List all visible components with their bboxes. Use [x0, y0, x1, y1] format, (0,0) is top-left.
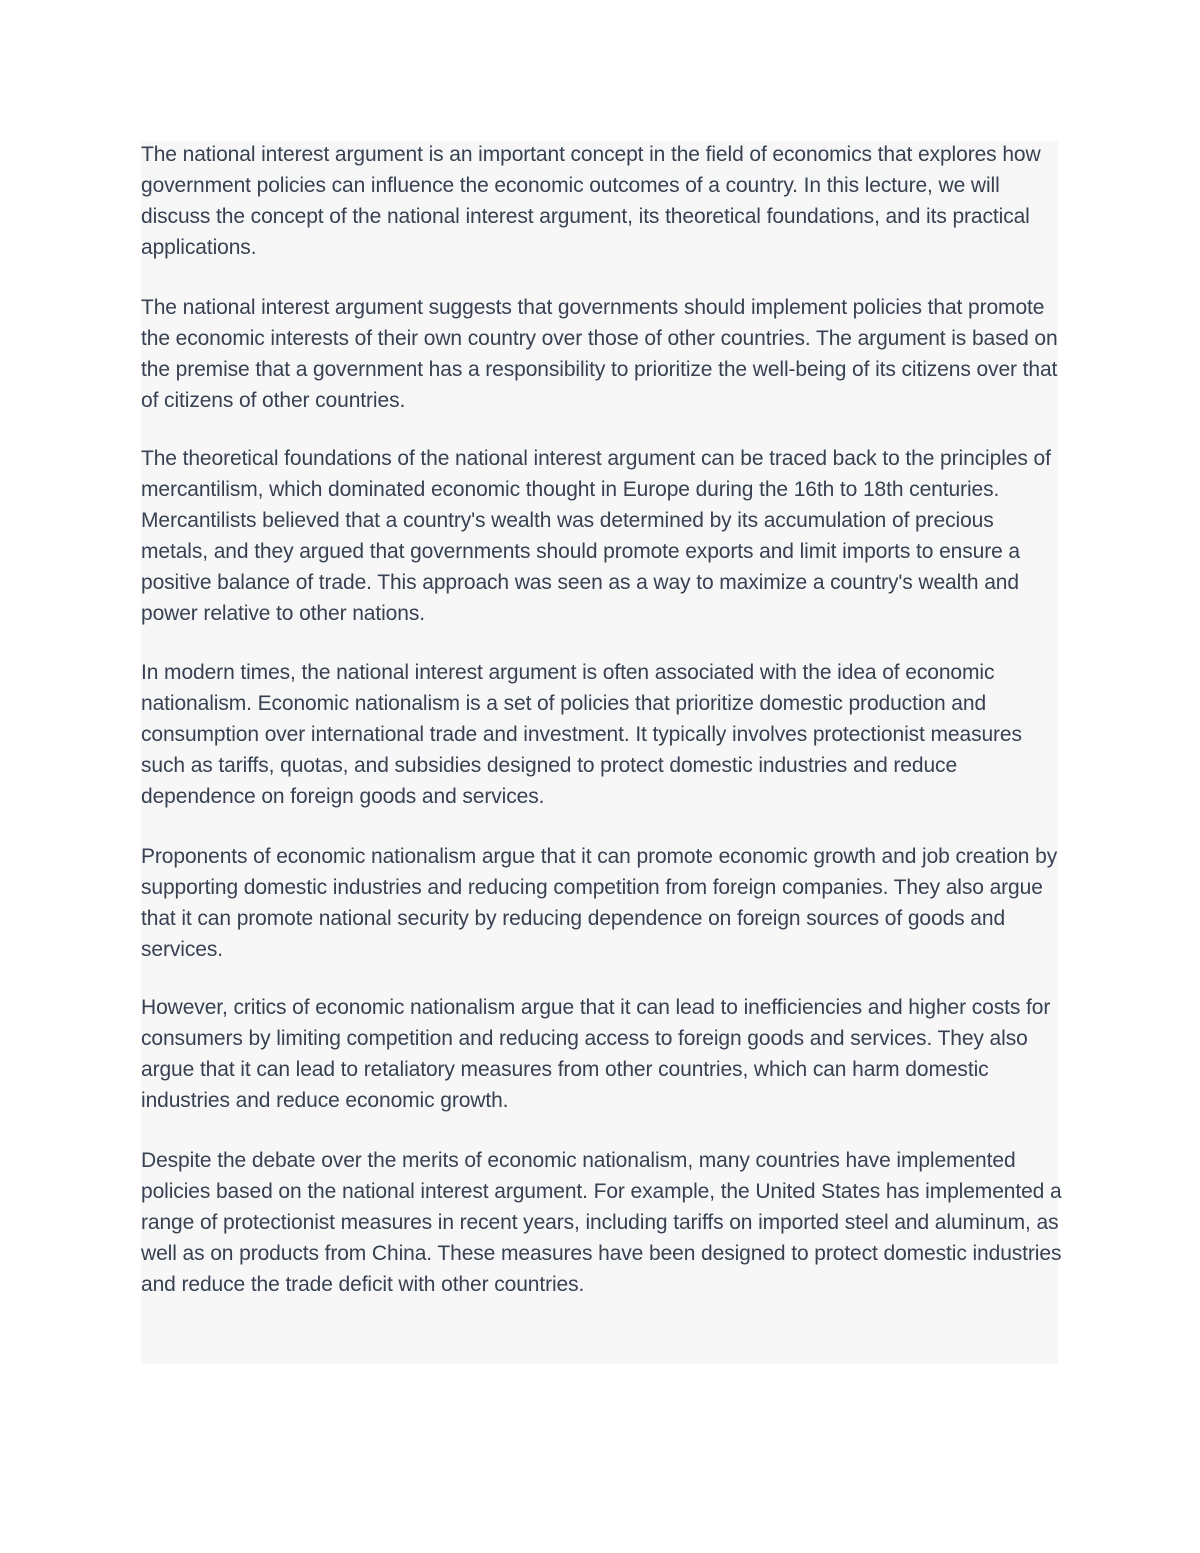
- paragraph-modern-times: In modern times, the national interest argument is often associated with the idea of economic nationalism. Economic nationalism is a set of policies that prioritize domestic production and consumption over international trade and investment. It typically involves protectionist measures such as tariffs, quotas, and subsidies designed to protect domestic industries and reduce dependence on foreign goods and services.: [141, 661, 1022, 808]
- paragraph-examples: Despite the debate over the merits of economic nationalism, many countries have implemented policies based on the national interest argument. For example, the United States has implemented a range of protectionist measures in recent years, including tariffs on imported steel and aluminum, as well as on products from China. These measures have been designed to protect domestic industries and reduce the trade deficit with other countries.: [141, 1149, 1062, 1296]
- paragraph-introduction: The national interest argument is an important concept in the field of economics that explores how government policies can influence the economic outcomes of a country. In this lecture, we will discuss the concept of the national interest argument, its theoretical foundations, and its practical applications.: [141, 143, 1041, 259]
- paragraph-critics: However, critics of economic nationalism argue that it can lead to inefficiencies and higher costs for consumers by limiting competition and reducing access to foreign goods and services. They also argue that it can lead to retaliatory measures from other countries, which can harm domestic industries and reduce economic growth.: [141, 996, 1051, 1112]
- paragraph-theoretical-foundations: The theoretical foundations of the national interest argument can be traced back to the principles of mercantilism, which dominated economic thought in Europe during the 16th to 18th centuries. Mercantilists believed that a country's wealth was determined by its accumulation of precious metals, and they argued that governments should promote exports and limit imports to ensure a positive balance of trade. This approach was seen as a way to maximize a country's wealth and power relative to other nations.: [141, 447, 1051, 625]
- response-text-block: [141, 141, 1062, 1364]
- paragraph-proponents: Proponents of economic nationalism argue that it can promote economic growth and job creation by supporting domestic industries and reducing competition from foreign companies. They also argue that it can promote national security by reducing dependence on foreign sources of goods and services.: [141, 845, 1058, 961]
- paragraph-definition: The national interest argument suggests that governments should implement policies that promote the economic interests of their own country over those of other countries. The argument is based on the premise that a government has a responsibility to prioritize the well-being of its citizens over that of citizens of other countries.: [141, 296, 1058, 412]
